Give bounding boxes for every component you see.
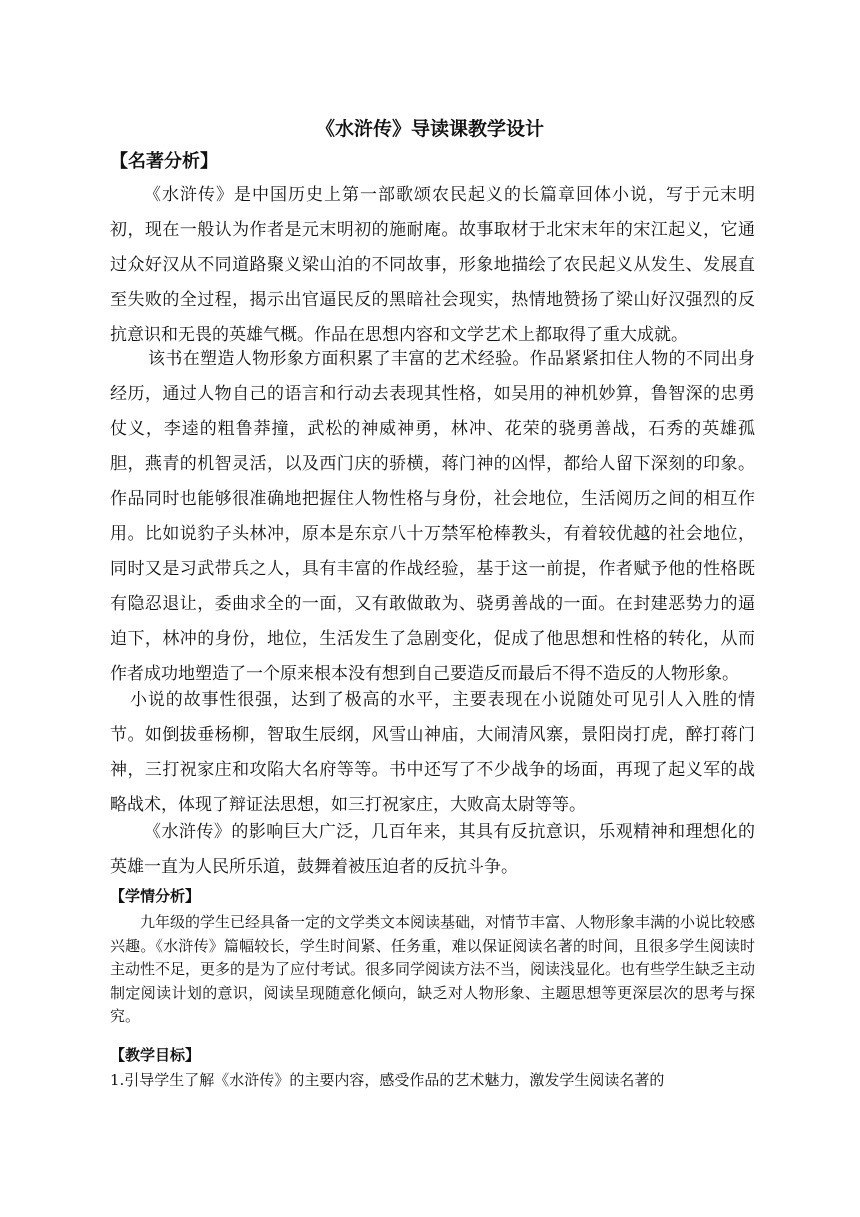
section-heading-students: 【学情分析】 xyxy=(110,887,201,905)
document-title: 《水浒传》导读课教学设计 xyxy=(315,118,544,140)
analysis-paragraph-2: 该书在塑造人物形象方面积累了丰富的艺术经验。作品紧紧扣住人物的不同出身经历，通过人物自己的语言和行动去表现其性格，如吴用的神机妙算，鲁智深的忠勇仗义，李逵的粗鲁莽撞，武松的神威神勇，林冲、花荣的骁勇善战，石秀的英雄孤胆，燕青的机智灵活，以及西门庆的骄横，蒋门神的凶悍，都给人留下深刻的印象。作品同时也能够很准确地把握住人物性格与身份，社会地位，生活阅历之间的相互作用。比如说豹子头林冲，原本是东京八十万禁军枪棒教头，有着较优越的社会地位，同时又是习武带兵之人，具有丰富的作战经验，基于这一前提，作者赋予他的性格既有隐忍退让，委曲求全的一面，又有敢做敢为、骁勇善战的一面。在封建恶势力的逼迫下，林冲的身份，地位，生活发生了急剧变化，促成了他思想和性格的转化，从而作者成功地塑造了一个原来根本没有想到自己要造反而最后不得不造反的人物形象。 xyxy=(110,349,755,684)
section-heading-analysis: 【名著分析】 xyxy=(110,151,218,172)
analysis-paragraph-3: 小说的故事性很强，达到了极高的水平，主要表现在小说随处可见引人入胜的情节。如倒拔垂杨柳，智取生辰纲，风雪山神庙，大闹清风寨，景阳岗打虎，醉打蒋门神，三打祝家庄和攻陷大名府等等。书中还写了不少战争的场面，再现了起义军的战略战术，体现了辩证法思想，如三打祝家庄，大败高太尉等等。 xyxy=(110,690,755,815)
section-heading-goals: 【教学目标】 xyxy=(110,1046,201,1064)
analysis-paragraph-1: 《水浒传》是中国历史上第一部歌颂农民起义的长篇章回体小说，写于元末明初，现在一般认为作者是元末明初的施耐庵。故事取材于北宋末年的宋江起义，它通过众好汉从不同道路聚义梁山泊的不同故事，形象地描绘了农民起义从发生、发展直至失败的全过程，揭示出官逼民反的黑暗社会现实，热情地赞扬了梁山好汉强烈的反抗意识和无畏的英雄气概。作品在思想内容和文学艺术上都取得了重大成就。 xyxy=(110,185,755,345)
analysis-paragraph-4: 《水浒传》的影响巨大广泛，几百年来，其具有反抗意识，乐观精神和理想化的英雄一直为人民所乐道，鼓舞着被压迫者的反抗斗争。 xyxy=(110,822,755,877)
students-paragraph: 九年级的学生已经具备一定的文学类文本阅读基础，对情节丰富、人物形象丰满的小说比较感兴趣。《水浒传》篇幅较长，学生时间紧、任务重，难以保证阅读名著的时间，且很多学生阅读时主动性不足，更多的是为了应付考试。很多同学阅读方法不当，阅读浅显化。也有些学生缺乏主动制定阅读计划的意识，阅读呈现随意化倾向，缺乏对人物形象、主题思想等更深层次的思考与探究。 xyxy=(110,913,756,1025)
goal-item-1: 1.引导学生了解《水浒传》的主要内容，感受作品的艺术魅力，激发学生阅读名著的 xyxy=(110,1071,665,1089)
